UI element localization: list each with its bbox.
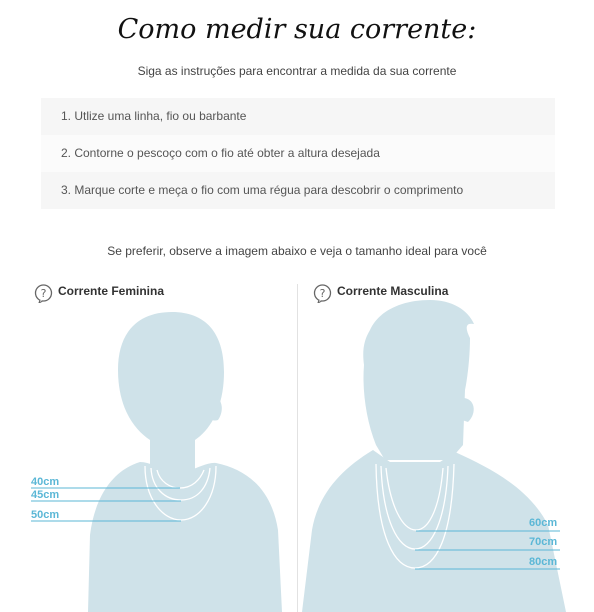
female-size-50: 50cm <box>31 509 60 521</box>
male-size-60: 60cm <box>529 517 558 529</box>
svg-text:?: ? <box>40 287 47 300</box>
female-size-40: 40cm <box>31 476 60 488</box>
panel-divider <box>297 284 298 612</box>
prefer-text: Se preferir, observe a imagem abaixo e veja o tamanho ideal para você <box>107 244 487 258</box>
question-bubble-icon <box>313 284 332 303</box>
step-3: 3. Marque corte e meça o fio com uma régua para descobrir o comprimento <box>41 172 555 209</box>
male-panel-label: Corrente Masculina <box>337 284 449 298</box>
female-silhouette <box>88 312 282 612</box>
male-panel-header <box>313 284 448 308</box>
svg-text:?: ? <box>319 287 326 300</box>
female-size-45: 45cm <box>31 489 60 501</box>
step-2: 2. Contorne o pescoço com o fio até obter a altura desejada <box>41 135 555 172</box>
male-silhouette <box>302 300 566 612</box>
question-bubble-icon <box>34 284 53 303</box>
female-panel-label: Corrente Feminina <box>58 284 165 298</box>
step-1: 1. Utlize uma linha, fio ou barbante <box>41 98 555 135</box>
page-subtitle: Siga as instruções para encontrar a medida da sua corrente <box>137 64 457 78</box>
page-title: Como medir sua corrente: <box>117 14 477 45</box>
male-size-80: 80cm <box>529 556 558 568</box>
female-panel-header <box>34 284 164 308</box>
male-size-70: 70cm <box>529 536 558 548</box>
